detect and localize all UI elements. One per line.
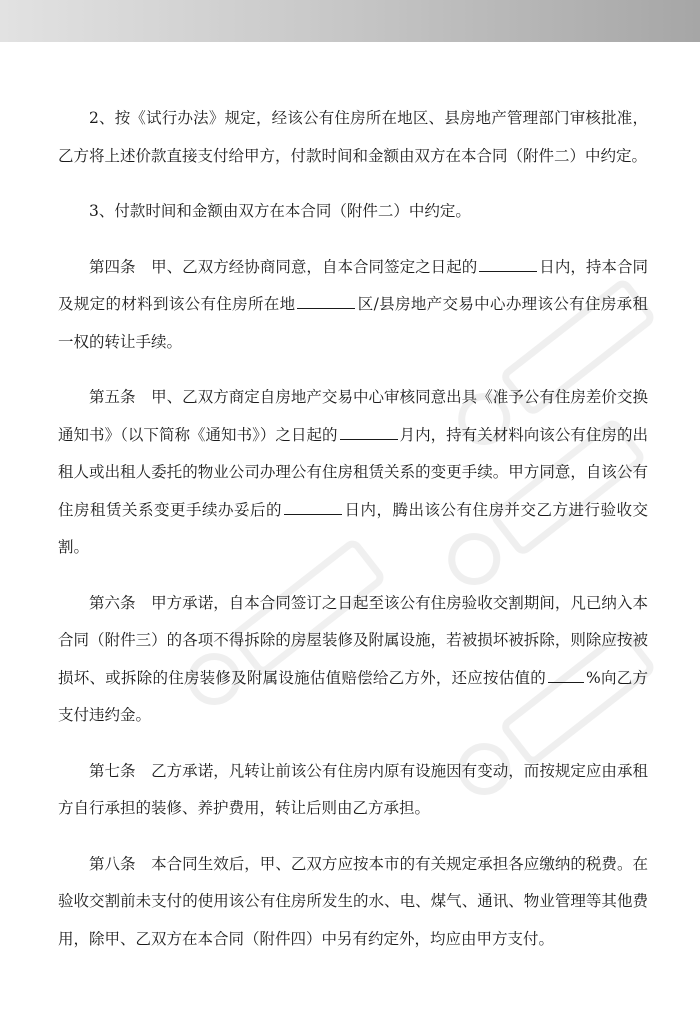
clause-text: 日内，持本合同及规定的材料到该公有住房所在地 (58, 257, 648, 313)
header-banner (0, 0, 700, 42)
clause-text: 第四条 甲、乙双方经协商同意，自本合同签定之日起的 (89, 257, 478, 276)
clause-text: 日内，腾出该公有住房并交乙方进行验收交割。 (58, 500, 648, 556)
fill-blank[interactable] (297, 290, 355, 309)
clause-paragraph (58, 193, 648, 231)
fill-blank[interactable] (284, 496, 342, 515)
clause-text: 第七条 乙方承诺，凡转让前该公有住房内原有设施因有变动，而按规定应由承租方自行承担的装修、养护费用，转让后则由乙方承担。 (58, 761, 648, 817)
fill-blank[interactable] (479, 253, 537, 272)
clause-paragraph (58, 100, 648, 175)
fill-blank[interactable] (340, 421, 398, 440)
clause-text: 2、按《试行办法》规定，经该公有住房所在地区、县房地产管理部门审核批准，乙方将上述价款直接支付给甲方，付款时间和金额由双方在本合同（附件二）中约定。 (58, 109, 648, 165)
clause-5-paragraph (58, 379, 648, 567)
clause-8-paragraph (58, 846, 648, 959)
clause-4-paragraph (58, 249, 648, 362)
contract-body (58, 100, 648, 976)
clause-text: 第八条 本合同生效后，甲、乙双方应按本市的有关规定承担各应缴纳的税费。在验收交割前未支付的使用该公有住房所发生的水、电、煤气、通讯、物业管理等其他费用，除甲、乙双方在本合同（附件四）中另有约定外，均应由甲方支付。 (58, 854, 648, 948)
clause-text: 第六条 甲方承诺，自本合同签订之日起至该公有住房验收交割期间，凡已纳入本合同（附件三）的各项不得拆除的房屋装修及附属设施，若被损坏被拆除，则除应按被损坏、或拆除的住房装修及附属设施估值赔偿给乙方外，还应按估值的 (58, 593, 648, 687)
clause-text: 月内，持有关材料向该公有住房的出租人或出租人委托的物业公司办理公有住房租赁关系的变更手续。甲方同意，自该公有住房租赁关系变更手续办妥后的 (58, 425, 648, 519)
clause-text: 区/县房地产交易中心办理该公有住房承租一权的转让手续。 (58, 295, 648, 351)
fill-blank[interactable] (548, 664, 584, 683)
clause-6-paragraph (58, 585, 648, 735)
clause-text: 3、付款时间和金额由双方在本合同（附件二）中约定。 (89, 202, 471, 220)
clause-text: %向乙方支付违约金。 (58, 668, 648, 724)
clause-7-paragraph (58, 753, 648, 828)
clause-text: 第五条 甲、乙双方商定自房地产交易中心审核同意出具《准予公有住房差价交换通知书》（以下简称《通知书》）之日起的 (58, 388, 648, 444)
